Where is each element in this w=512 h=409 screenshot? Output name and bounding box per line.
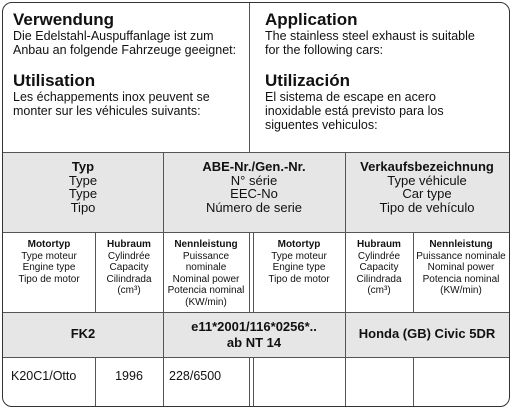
header-verkauf-line: Verkaufsbezeichnung — [360, 159, 494, 174]
subheader-hubraum — [95, 239, 163, 297]
subheader-hubraum-line: Hubraum — [357, 239, 401, 250]
intro-divider — [249, 3, 250, 152]
intro-french — [13, 72, 245, 118]
de-title: Verwendung — [13, 10, 115, 29]
subheader-hubraum-line: Capacity — [359, 262, 399, 273]
header-typ-line: Typ — [71, 159, 95, 174]
header-verkauf-line: Car type — [402, 186, 452, 201]
intro-german — [13, 11, 245, 57]
intro-english — [265, 11, 505, 57]
fr-text-line: monter sur les véhicules suivants: — [13, 104, 201, 118]
subheader-hubraum-line: Capacity — [109, 262, 149, 273]
header-typ-line: Type — [68, 186, 98, 201]
fr-title: Utilisation — [13, 71, 96, 90]
subheader-hubraum-line: Cilindrada — [106, 273, 152, 285]
en-text-line: for the following cars: — [265, 43, 384, 57]
es-text-line: El sistema de escape en acero — [265, 90, 436, 104]
en-title: Application — [265, 10, 358, 29]
es-text-line: inoxidable está previsto para los — [265, 104, 444, 118]
table-line — [413, 357, 414, 406]
header-typ — [3, 160, 163, 214]
header-abe-line: N° série — [230, 172, 278, 188]
subheader-nennleistung — [163, 239, 249, 308]
engine-hubraum: 1996 — [115, 369, 143, 383]
engine-motortyp: K20C1/Otto — [11, 369, 77, 383]
subheader-motortyp — [3, 239, 95, 285]
subheader-motortyp-line: Tipo de motor — [268, 273, 330, 285]
subheader-nennleistung-line: Nominal power — [427, 262, 495, 273]
subheader-hubraum-line: Cylindrée — [107, 250, 151, 262]
header-abe-line: Número de serie — [205, 199, 303, 215]
header-verkauf-line: Type véhicule — [387, 172, 467, 188]
es-text-line: siguentes vehiculos: — [265, 118, 378, 132]
subheader-hubraum-line: (cm³) — [117, 285, 141, 296]
subheader-motortyp-line: Engine type — [272, 262, 326, 273]
engine-nennleistung: 228/6500 — [169, 369, 222, 383]
en-text-line: The stainless steel exhaust is suitable — [265, 29, 475, 43]
vehicle-abe-line: ab NT 14 — [226, 335, 282, 350]
subheader-nennleistung-line: Potencia nominal — [167, 285, 245, 296]
vehicle-abe-line: e11*2001/116*0256*.. — [191, 319, 317, 334]
subheader-hubraum-line: Cilindrada — [356, 273, 402, 285]
subheader-hubraum-2 — [345, 239, 413, 297]
vehicle-abe — [163, 319, 345, 351]
table-line — [3, 152, 509, 153]
de-text-line: Die Edelstahl-Auspuffanlage ist zum — [13, 29, 214, 43]
subheader-hubraum-line: (cm³) — [367, 285, 391, 296]
subheader-nennleistung-line: (KW/min) — [185, 296, 227, 308]
table-line — [249, 357, 250, 406]
header-abe-line: EEC-No — [230, 186, 278, 201]
subheader-nennleistung-line: (KW/min) — [440, 285, 482, 296]
subheader-nennleistung-line: Puissance nominale — [416, 250, 506, 262]
subheader-hubraum-line: Cylindrée — [357, 250, 401, 262]
table-line — [3, 312, 509, 313]
subheader-nennleistung-line: Puissance nominale — [182, 250, 230, 273]
subheader-motortyp-line: Engine type — [22, 262, 76, 273]
header-typ-line: Tipo — [70, 199, 96, 215]
subheader-motortyp-line: Type moteur — [271, 250, 327, 262]
table-line — [3, 232, 509, 233]
subheader-nennleistung-line: Nominal power — [172, 273, 240, 285]
vehicle-name: Honda (GB) Civic 5DR — [358, 326, 496, 341]
header-verkauf-line: Tipo de vehículo — [379, 199, 475, 215]
subheader-nennleistung-line: Nennleistung — [174, 239, 238, 250]
subheader-motortyp-line: Motortyp — [27, 239, 71, 250]
header-verkauf — [345, 160, 509, 214]
subheader-hubraum-line: Hubraum — [107, 239, 151, 250]
de-text-line: Anbau an folgende Fahrzeuge geeignet: — [13, 43, 237, 57]
header-abe — [163, 160, 345, 214]
subheader-motortyp-line: Tipo de motor — [18, 273, 80, 285]
table-line — [3, 357, 509, 358]
table-line — [253, 357, 254, 406]
es-title: Utilización — [265, 71, 351, 90]
header-typ-line: Type — [68, 172, 98, 188]
vehicle-typ: FK2 — [70, 326, 96, 341]
header-abe-line: ABE-Nr./Gen.-Nr. — [202, 159, 306, 174]
intro-spanish — [265, 72, 505, 132]
subheader-motortyp-line: Motortyp — [277, 239, 321, 250]
label-card — [2, 2, 510, 407]
subheader-nennleistung-line: Nennleistung — [429, 239, 493, 250]
subheader-motortyp-line: Type moteur — [21, 250, 77, 262]
subheader-nennleistung-line: Potencia nominal — [422, 273, 500, 285]
fr-text-line: Les échappements inox peuvent se — [13, 90, 210, 104]
table-line — [249, 232, 250, 312]
subheader-motortyp-2 — [253, 239, 345, 285]
subheader-nennleistung-2 — [413, 239, 509, 297]
